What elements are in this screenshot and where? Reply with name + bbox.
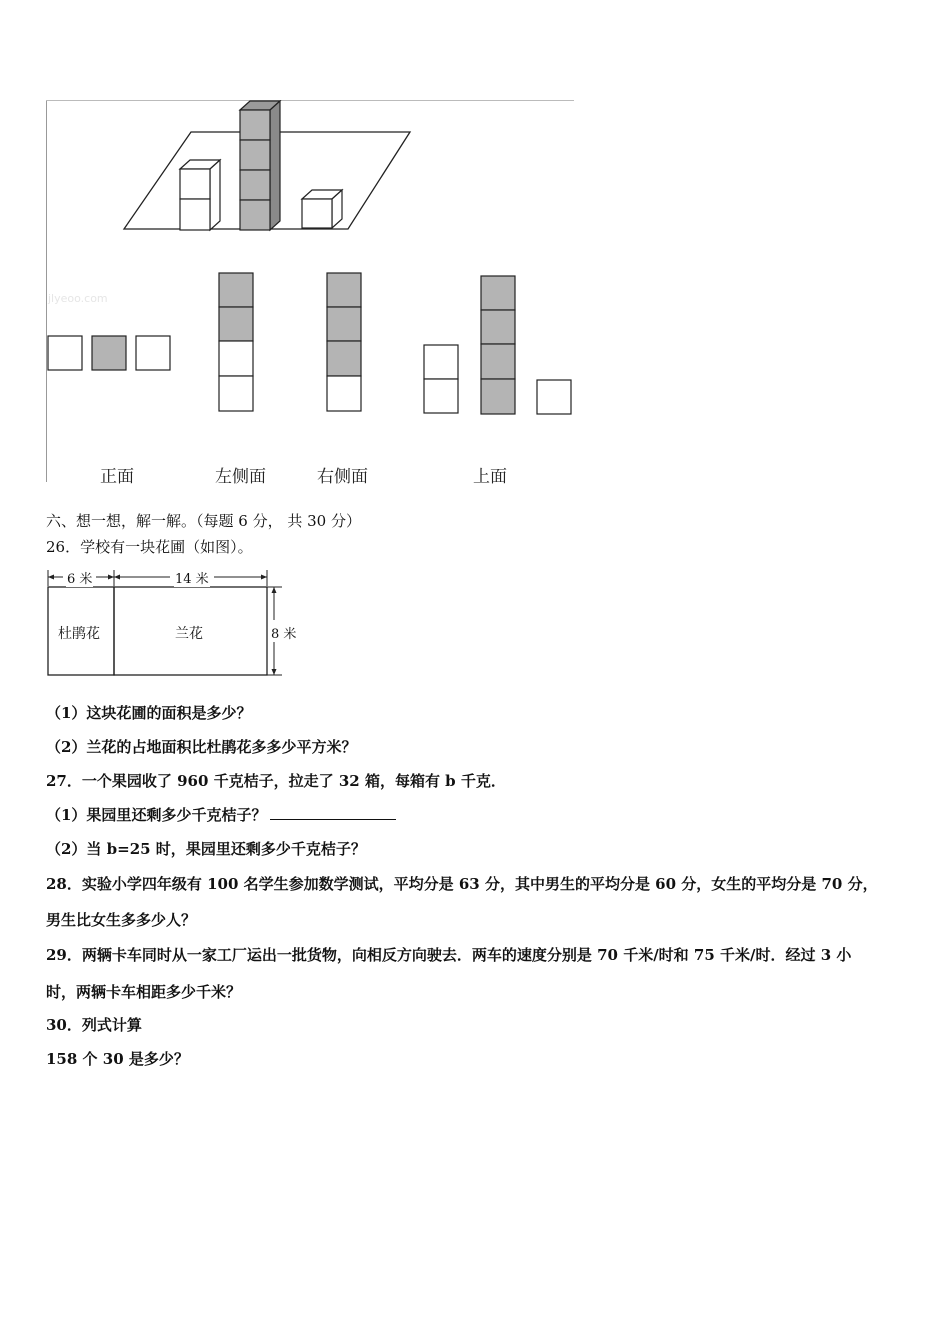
q30-sub1: 158 个 30 是多少？: [46, 1050, 189, 1068]
q26-sub1: （1）这块花圃的面积是多少？: [46, 704, 252, 722]
dim-8m: 8 米: [270, 623, 297, 642]
cube-views-drawing: [46, 100, 574, 482]
q29-line2: 时，两辆卡车相距多少千米？: [46, 983, 242, 1001]
front-view: [48, 336, 170, 370]
q28-line1: 28．实验小学四年级有 100 名学生参加数学测试，平均分是 63 分，其中男生的平均分是 60 分，女生的平均分是 70 分，: [46, 875, 878, 893]
q27-sub1-row: [46, 804, 396, 825]
left-side-view: [219, 273, 253, 411]
answer-blank[interactable]: [270, 805, 396, 820]
dim-14m: 14 米: [174, 568, 210, 587]
top-view: [424, 276, 571, 414]
cube-stack-tall: [240, 101, 280, 230]
label-right-side: 右侧面: [317, 467, 368, 487]
q27-sub2: （2）当 b=25 时，果园里还剩多少千克桔子？: [46, 840, 366, 858]
q26-title: 26．学校有一块花圃（如图）。: [46, 538, 253, 556]
region-orchid: 兰花: [175, 626, 203, 642]
q28-line2: 男生比女生多多少人？: [46, 911, 197, 929]
q27-title: 27．一个果园收了 960 千克桔子，拉走了 32 箱，每箱有 b 千克．: [46, 772, 506, 790]
right-side-view: [327, 273, 361, 411]
q29-line1: 29．两辆卡车同时从一家工厂运出一批货物，向相反方向驶去．两车的速度分别是 70 千米/时和 75 千米/时．经过 3 小: [46, 946, 852, 964]
region-azalea: 杜鹃花: [58, 626, 100, 642]
q26-sub2: （2）兰花的占地面积比杜鹃花多多少平方米？: [46, 738, 357, 756]
label-front: 正面: [100, 467, 134, 487]
garden-diagram: [46, 568, 306, 680]
dim-6m: 6 米: [66, 568, 93, 587]
label-left-side: 左侧面: [215, 467, 266, 487]
cube-single-right: [302, 190, 342, 228]
cube-stack-left: [180, 160, 220, 230]
q27-sub1: （1）果园里还剩多少千克桔子？: [46, 806, 267, 824]
section-heading: 六、想一想，解一解。（每题 6 分， 共 30 分）: [46, 512, 361, 530]
label-top: 上面: [473, 467, 507, 487]
q30-title: 30．列式计算: [46, 1016, 142, 1034]
cube-views-figure: [46, 100, 574, 487]
watermark: jlyeoo.com: [48, 292, 108, 305]
